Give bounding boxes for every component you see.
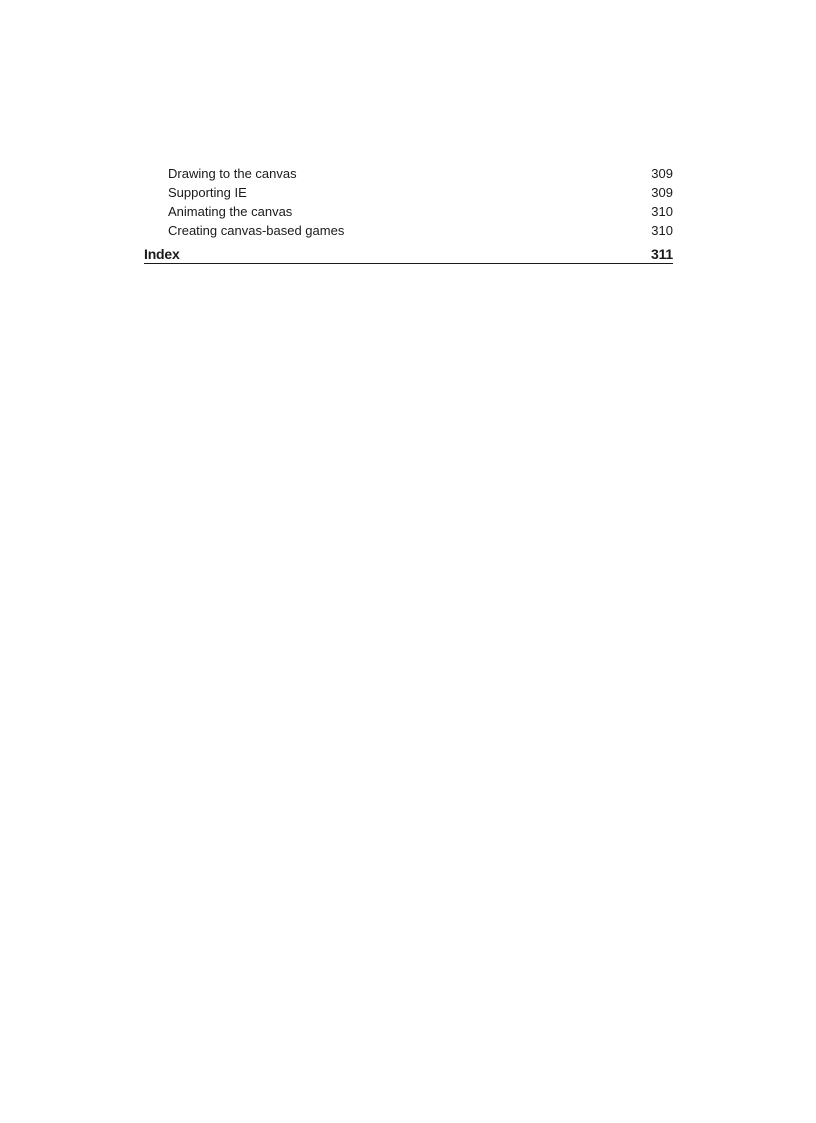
- toc-entry-title: Supporting IE: [168, 185, 247, 200]
- table-of-contents: [144, 164, 673, 264]
- toc-chapter-title: Index: [144, 246, 180, 262]
- toc-entry-page: 309: [651, 185, 673, 200]
- toc-entry[interactable]: [144, 164, 673, 183]
- toc-entry[interactable]: [144, 221, 673, 240]
- toc-entry-title: Drawing to the canvas: [168, 166, 297, 181]
- toc-entry[interactable]: [144, 183, 673, 202]
- toc-entry-title: Creating canvas-based games: [168, 223, 345, 238]
- toc-chapter-page: 311: [651, 246, 673, 262]
- toc-entry[interactable]: [144, 202, 673, 221]
- toc-entry-page: 310: [651, 223, 673, 238]
- toc-entry-page: 310: [651, 204, 673, 219]
- toc-entry-title: Animating the canvas: [168, 204, 293, 219]
- toc-chapter-index[interactable]: [144, 245, 673, 264]
- toc-entry-page: 309: [651, 166, 673, 181]
